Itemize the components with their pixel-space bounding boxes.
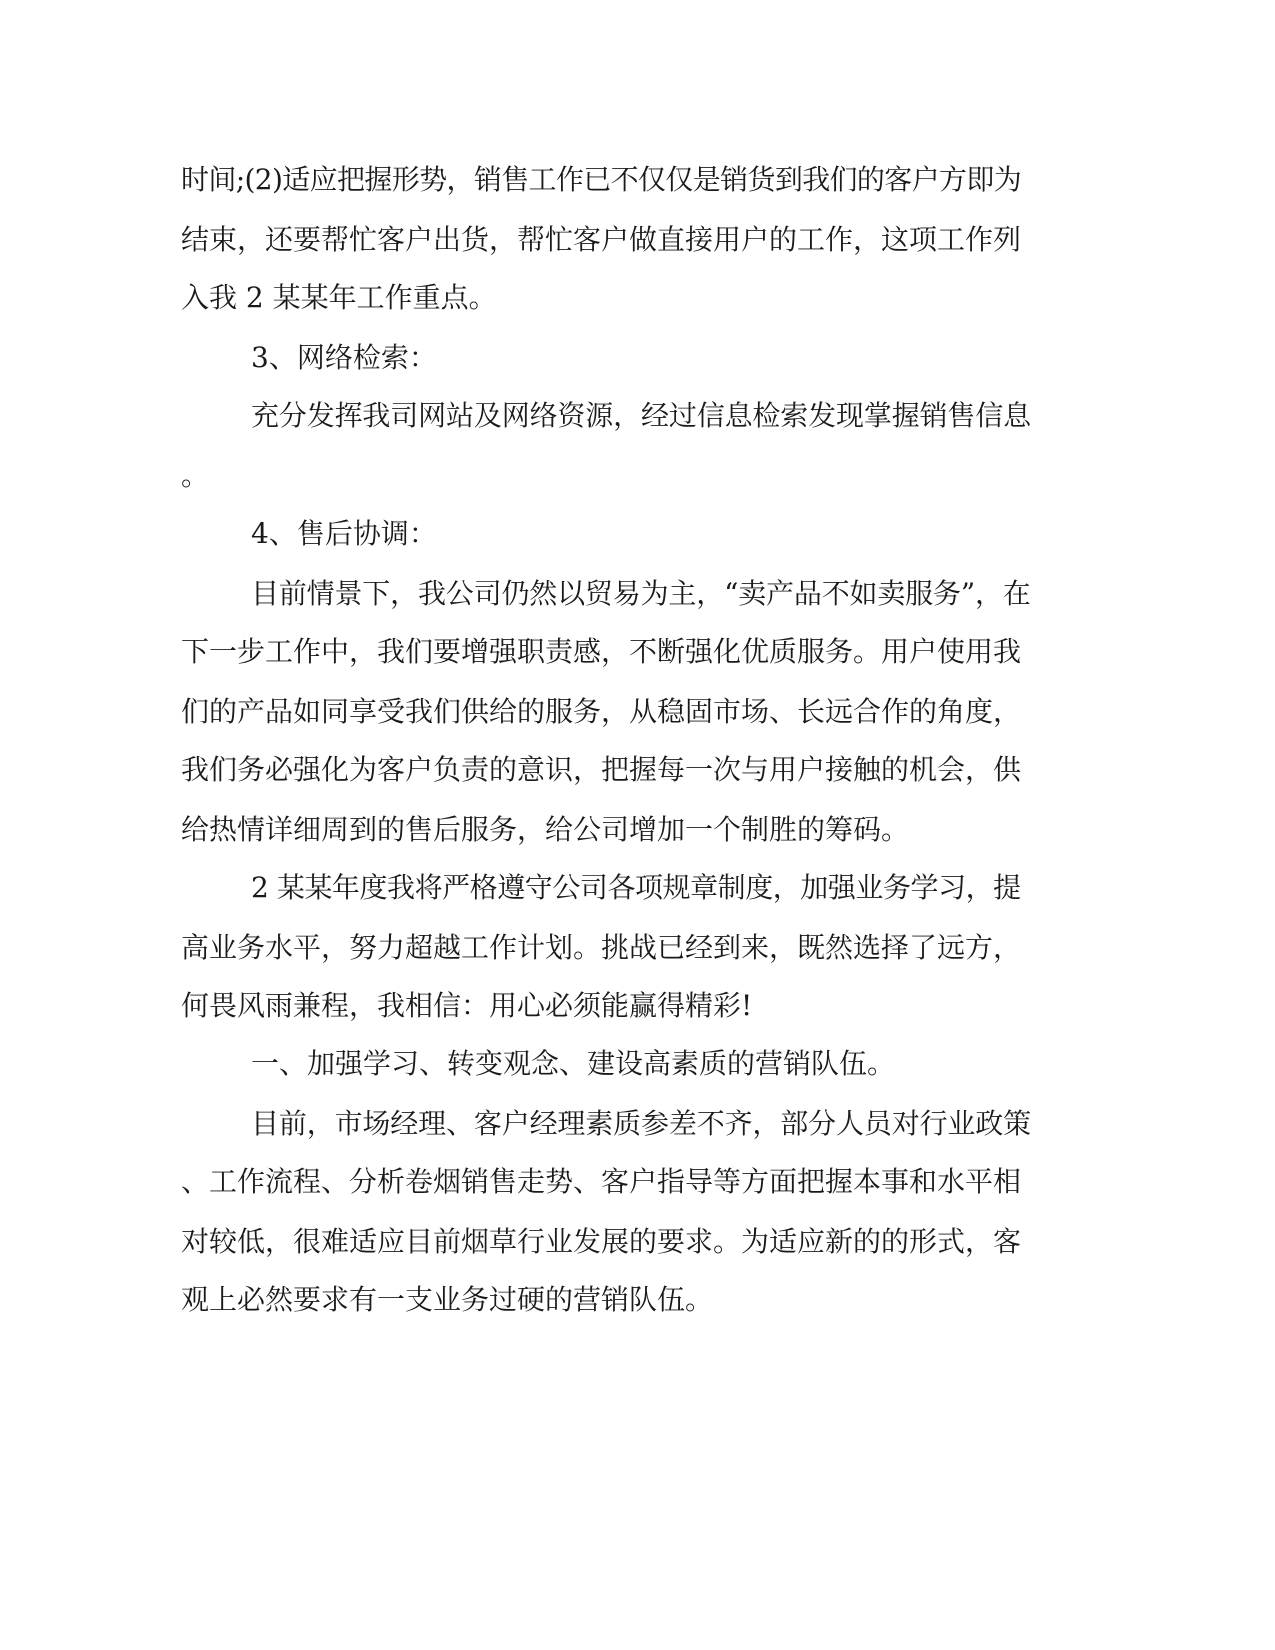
line-text: 2 某某年度我将严格遵守公司各项规章制度，加强业务学习，提 xyxy=(251,871,1021,904)
text-line xyxy=(0,928,1275,968)
line-text: 3、网络检索： xyxy=(251,341,437,374)
line-text: 高业务水平，努力超越工作计划。挑战已经到来，既然选择了远方， xyxy=(181,931,1021,964)
line-text: 观上必然要求有一支业务过硬的营销队伍。 xyxy=(181,1283,714,1316)
text-line xyxy=(0,160,1275,200)
line-text: 目前情景下，我公司仍然以贸易为主，“卖产品不如卖服务”，在 xyxy=(251,577,1031,610)
text-line xyxy=(0,986,1275,1026)
line-text: 、工作流程、分析卷烟销售走势、客户指导等方面把握本事和水平相 xyxy=(181,1165,1021,1198)
text-line xyxy=(0,220,1275,260)
text-line xyxy=(0,338,1275,378)
line-text: 对较低，很难适应目前烟草行业发展的要求。为适应新的的形式，客 xyxy=(181,1225,1021,1258)
line-text: 充分发挥我司网站及网络资源，经过信息检索发现掌握销售信息 xyxy=(251,399,1031,432)
line-text: 目前，市场经理、客户经理素质参差不齐，部分人员对行业政策 xyxy=(251,1107,1031,1140)
line-text: 我们务必强化为客户负责的意识，把握每一次与用户接触的机会，供 xyxy=(181,753,1021,786)
line-text: 。 xyxy=(181,459,210,492)
line-text: 入我 2 某某年工作重点。 xyxy=(181,281,497,314)
text-line xyxy=(0,1162,1275,1202)
text-line xyxy=(0,574,1275,614)
text-line xyxy=(0,1044,1275,1084)
line-text: 们的产品如同享受我们供给的服务，从稳固市场、长远合作的角度， xyxy=(181,695,1021,728)
text-line xyxy=(0,632,1275,672)
line-text: 时间;(2)适应把握形势，销售工作已不仅仅是销货到我们的客户方即为 xyxy=(181,163,1021,196)
text-line xyxy=(0,1222,1275,1262)
text-line xyxy=(0,278,1275,318)
line-text: 结束，还要帮忙客户出货，帮忙客户做直接用户的工作，这项工作列 xyxy=(181,223,1021,256)
line-text: 4、售后协调： xyxy=(251,517,437,550)
text-line xyxy=(0,456,1275,496)
text-line xyxy=(0,750,1275,790)
line-text: 给热情详细周到的售后服务，给公司增加一个制胜的筹码。 xyxy=(181,813,910,846)
text-line xyxy=(0,514,1275,554)
text-line xyxy=(0,810,1275,850)
line-text: 下一步工作中，我们要增强职责感，不断强化优质服务。用户使用我 xyxy=(181,635,1021,668)
line-text: 何畏风雨兼程，我相信：用心必须能赢得精彩! xyxy=(181,989,753,1022)
text-line xyxy=(0,1104,1275,1144)
text-line xyxy=(0,396,1275,436)
text-line xyxy=(0,1280,1275,1320)
text-line xyxy=(0,868,1275,908)
text-line xyxy=(0,692,1275,732)
line-text: 一、加强学习、转变观念、建设高素质的营销队伍。 xyxy=(251,1047,896,1080)
